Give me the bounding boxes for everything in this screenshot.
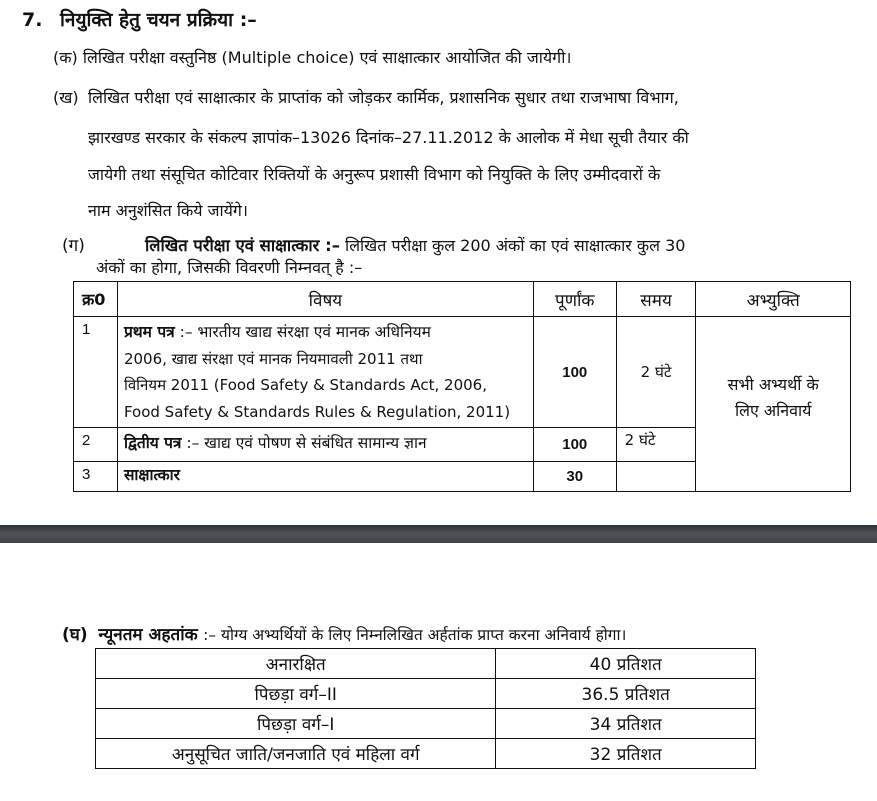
subject-line: :– खाद्य एवं पोषण से संबंधित सामान्य ज्ञान (186, 434, 427, 452)
time: 2 घंटे (616, 317, 696, 428)
table-row (96, 679, 756, 709)
clause-kha-label: (ख) (53, 88, 79, 107)
percent: 32 प्रतिशत (496, 739, 756, 769)
clause-ga-heading: लिखित परीक्षा एवं साक्षात्कार :– (145, 236, 340, 255)
subject-line: विनियम 2011 (Food Safety & Standards Act, 2006, (123, 376, 487, 394)
subject-cell (117, 428, 533, 462)
category: पिछड़ा वर्ग–II (96, 679, 496, 709)
section-heading (22, 6, 257, 32)
clause-kha-text: लिखित परीक्षा एवं साक्षात्कार के प्राप्तांक को जोड़कर कार्मिक, प्रशासनिक सुधार तथा राजभाषा विभाग, (88, 88, 679, 107)
exam-scheme-table (73, 281, 851, 492)
category: अनारक्षित (96, 649, 496, 679)
clause-ka-text: लिखित परीक्षा वस्तुनिष्ठ (Multiple choice) एवं साक्षात्कार आयोजित की जायेगी। (82, 48, 572, 67)
sr-no: 3 (74, 462, 118, 492)
section-number: 7. (22, 9, 43, 31)
clause-ga-line-1 (145, 233, 685, 256)
clause-kha-line-1 (88, 86, 848, 108)
time: 2 घंटे (616, 428, 696, 462)
percent: 36.5 प्रतिशत (496, 679, 756, 709)
clause-ga-label: (ग) (62, 236, 85, 256)
remarks-cell (696, 317, 851, 492)
minimum-marks-table (95, 648, 756, 769)
subject-title: प्रथम पत्र (123, 323, 175, 341)
remarks-line: सभी अभ्यर्थी के (727, 375, 819, 394)
clause-gha (62, 622, 626, 645)
header-time: समय (616, 282, 696, 317)
clause-ka-label: (क) (53, 48, 78, 67)
clause-ka (53, 46, 571, 68)
percent: 34 प्रतिशत (496, 709, 756, 739)
remarks-line: लिए अनिवार्य (734, 401, 812, 420)
subject-line: :– भारतीय खाद्य संरक्षा एवं मानक अधिनियम (179, 323, 431, 341)
full-marks: 100 (533, 428, 616, 462)
clause-kha-line-2: झारखण्ड सरकार के संकल्प ज्ञापांक–13026 दिनांक–27.11.2012 के आलोक में मेधा सूची तैयार की (88, 128, 689, 147)
table-row (96, 709, 756, 739)
header-subject: विषय (117, 282, 533, 317)
full-marks: 100 (533, 317, 616, 428)
header-sr-no: क्र0 (74, 282, 118, 317)
category: अनुसूचित जाति/जनजाति एवं महिला वर्ग (96, 739, 496, 769)
clause-ga-line-2: अंकों का होगा, जिसकी विवरणी निम्नवत् है :– (96, 258, 363, 277)
header-full-marks: पूर्णांक (533, 282, 616, 317)
header-remarks: अभ्युक्ति (696, 282, 851, 317)
section-title: नियुक्ति हेतु चयन प्रक्रिया :– (60, 9, 257, 31)
clause-kha-line-3: जायेगी तथा संसूचित कोटिवार रिक्तियों के अनुरूप प्रशासी विभाग को नियुक्ति के लिए उम्मीदवारों के (88, 165, 661, 184)
subject-cell (117, 317, 533, 428)
table-header-row (74, 282, 851, 317)
subject-cell (117, 462, 533, 492)
sr-no: 1 (74, 317, 118, 428)
table-row (96, 739, 756, 769)
full-marks: 30 (533, 462, 616, 492)
category: पिछड़ा वर्ग–I (96, 709, 496, 739)
clause-gha-label: (घ) (62, 625, 88, 645)
clause-ga-text: लिखित परीक्षा कुल 200 अंकों का एवं साक्षात्कार कुल 30 (345, 236, 686, 255)
subject-title: साक्षात्कार (123, 466, 181, 484)
page-divider (0, 525, 877, 543)
table-row (74, 317, 851, 428)
subject-line: 2006, खाद्य संरक्षा एवं मानक नियमावली 2011 तथा (123, 349, 423, 368)
percent: 40 प्रतिशत (496, 649, 756, 679)
clause-kha-line-4: नाम अनुशंसित किये जायेंगे। (88, 201, 248, 220)
subject-line: Food Safety & Standards Rules & Regulation, 2011) (123, 402, 511, 421)
time (616, 462, 696, 492)
subject-title: द्वितीय पत्र (123, 434, 182, 452)
sr-no: 2 (74, 428, 118, 462)
clause-gha-heading: न्यूनतम अहतांक (98, 625, 198, 645)
table-row (96, 649, 756, 679)
clause-gha-text: :– योग्य अभ्यर्थियों के लिए निम्नलिखित अर्हतांक प्राप्त करना अनिवार्य होगा। (203, 626, 627, 644)
